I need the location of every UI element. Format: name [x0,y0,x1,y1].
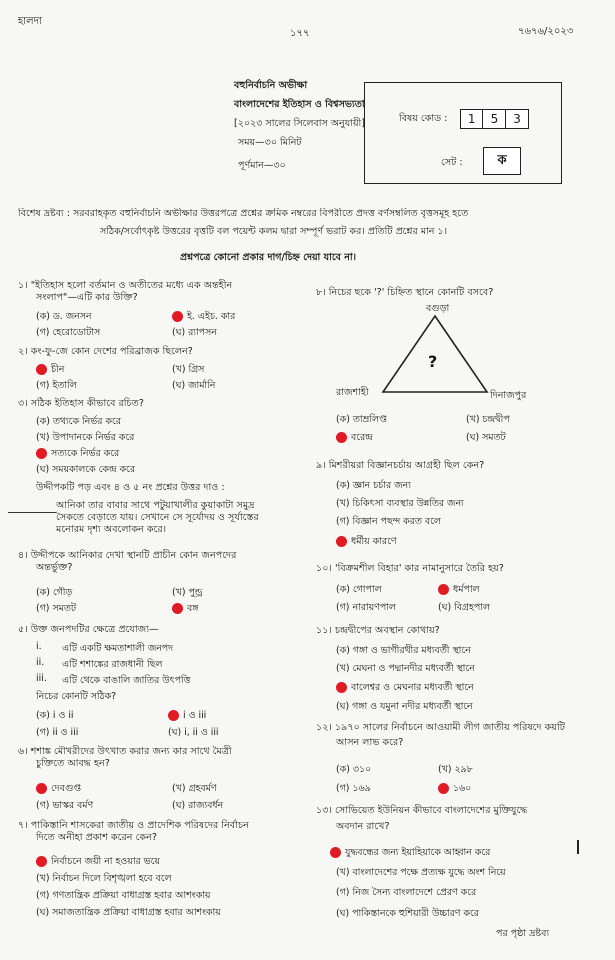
option-text: ১৬০ [453,783,472,794]
option-text: দেবগুপ্ত [51,783,81,794]
option: (ঘ) সমাজতান্ত্রিক প্রক্রিয়া বাধাগ্রস্ত হবার আশংকায় [36,907,221,918]
filled-circle-icon [438,584,449,595]
option-marked [172,601,198,616]
question-text: অন্তর্ভুক্ত? [36,561,73,573]
option: (ক) গৌড় [36,587,73,598]
question-5: ৫। উক্ত জনপদটির ক্ষেত্রে প্রযোজ্য— [18,624,159,635]
question-12 [316,722,565,749]
question-10: ১০। 'বিক্রমশীল বিহার' কার নামানুসারে তৈরি হয়? [316,563,504,574]
question-text: ১৩। সোভিয়েত ইউনিয়ন কীভাবে বাংলাদেশের মুক্তিযুদ্ধে [316,805,528,816]
stem-intro: উদ্দীপকটি পড় এবং ৪ ও ৫ নং প্রশ্নের উত্তর দাও : [36,482,225,493]
exam-time: সময়—৩০ মিনিট [238,137,302,148]
option: (ঘ) গঙ্গা ও যমুনা নদীর মধ্যবর্তী স্থানে [336,701,473,712]
option-marked [336,430,373,445]
option-marked [36,446,119,461]
option: (গ) হেরোডোটাস [36,327,101,338]
option: (গ) গণতান্ত্রিক প্রক্রিয়া বাধাগ্রস্ত হবার আশংকায় [36,890,211,901]
option: (গ) বিজ্ঞান পছন্দ করত বলে [336,516,441,527]
question-text: চুক্তিতে আবদ্ধ হন? [36,757,110,769]
filled-circle-icon [336,682,347,693]
option-text: i ও iii [183,710,207,721]
option: (ক) গঙ্গা ও ভাগীরথীর মধ্যবর্তী স্থানে [336,645,471,656]
filled-circle-icon [172,311,183,322]
code-digit: 1 [460,109,484,129]
question-11: ১১। চন্দ্রদ্বীপের অবস্থান কোথায়? [316,625,440,636]
header-left: হালদা [18,16,42,27]
pen-mark [577,840,579,854]
question-7 [18,820,249,844]
triangle-top-label: বগুড়া [426,303,450,314]
question-tail: নিচের কোনটি সঠিক? [36,691,117,702]
filled-circle-icon [168,710,179,721]
option-marked [336,680,474,695]
option: (ঘ) সমতট [466,432,506,443]
question-text: ৬। শশাঙ্ক মৌখরীদের উৎখাত করার জন্য কার সাথে মৈত্রী [18,746,232,757]
question-text: ১২। ১৯৭০ সালের নির্বাচনে আওয়ামী লীগ জাতীয় পরিষদে কয়টি [316,722,565,733]
option-text: চীন [51,364,65,375]
statement-num: i. [36,641,42,652]
option-text: ধর্মপাল [453,584,480,595]
option-marked [172,309,235,324]
question-mark: ? [428,352,438,371]
question-3: ৩। সঠিক ইতিহাস কীভাবে রচিত? [18,398,144,409]
question-text: দিতে অনীহা প্রকাশ করেন কেন? [36,831,157,843]
set-label: সেট : [441,157,463,168]
option: (খ) গ্রহবর্মণ [172,783,217,794]
page-number: ১৭৭ [290,28,310,39]
option-text: যুদ্ধবন্ধের জন্য ইয়াহিয়াকে আহ্বান করে [345,847,491,858]
serial-number: ৭৬৭৬/২০২৩ [518,26,574,37]
option: (খ) পুন্ড্র [172,587,203,598]
option: (খ) উপাদানকে নির্ভর করে [36,432,135,443]
option: (খ) ২৯৮ [438,764,473,775]
pen-strike [8,512,56,513]
option-text: নির্বাচনে জয়ী না হওয়ার ভয়ে [51,856,160,867]
statement: এটি একটি ক্ষমতাশালী জনপদ [62,643,174,654]
question-13 [316,805,527,833]
option: (ঘ) জার্মানি [172,380,216,391]
syllabus-note: [২০২৩ সালের সিলেবাস অনুযায়ী] [234,118,365,129]
option-text: ধর্মীয় কারণে [351,536,397,547]
option-marked [438,582,480,597]
stem-line: মনোরম দৃশ্য অবলোকন করে। [56,523,167,535]
option-marked [336,534,397,549]
statement-num: ii. [36,657,45,668]
stem-line: আনিকা তার বাবার সাথে পটুয়াখালীর কুয়াকাটা সমুদ্র [56,500,255,511]
option: (ক) তথ্যকে নির্ভর করে [36,416,121,427]
option: (গ) ইতালি [36,380,77,391]
set-value-box: ক [483,147,521,175]
option-marked [36,854,160,869]
question-4 [18,550,236,574]
code-set-box [364,82,562,184]
instruction-line-2: সঠিক/সর্বোৎকৃষ্ট উত্তরের বৃত্তটি বল পয়েন্ট কলম দ্বারা সম্পূর্ণ ভরাট কর। প্রতিটি প্রশ্নের মান ১। [100,226,447,237]
option-text: ই. এইচ. কার [187,311,236,322]
option: (গ) নিজ সৈন্য বাংলাদেশে প্রেরণ করে [336,887,477,898]
filled-circle-icon [36,783,47,794]
option-text: সত্যকে নির্ভর করে [51,448,120,459]
statement: এটি শশাঙ্কের রাজধানী ছিল [62,659,163,670]
statement-num: iii. [36,673,47,684]
option-text: বরেন্দ্র [351,432,373,443]
filled-circle-icon [330,847,341,858]
filled-circle-icon [438,783,449,794]
option: (ক) ৩১০ [336,764,372,775]
question-text: আসন লাভ করে? [336,736,404,748]
instruction-line-1: বিশেষ দ্রষ্টব্য : সরবরাহকৃত বহুনির্বাচনি অভীক্ষার উত্তরপত্রে প্রশ্নের ক্রমিক নম্বরের বিপরীতে প্রদত্ত বর্ণসম্বলিত বৃত্তসমূহ হতে [18,208,469,219]
option: (ঘ) সময়কালকে কেন্দ্র করে [36,464,135,475]
option: (খ) চিকিৎসা ব্যবস্থার উন্নতির জন্য [336,498,464,509]
option-marked [330,845,490,860]
option: (গ) ১৬৯ [336,783,371,794]
option: (খ) মেঘনা ও পদ্মানদীর মধ্যবর্তী স্থানে [336,663,475,674]
option-marked [36,362,64,377]
filled-circle-icon [36,856,47,867]
option: (গ) সমতট [36,603,76,614]
triangle-right-label: দিনাজপুর [490,390,527,401]
option-marked [168,708,206,723]
option-marked [36,781,81,796]
triangle-left-label: রাজশাহী [336,387,369,398]
code-digit: 5 [482,109,506,129]
option: (ক) তাম্রলিপ্ত [336,414,387,425]
full-marks: পূর্ণমান—৩০ [238,160,286,171]
question-2: ২। কং-ফু-জে কোন দেশের পরিব্রাজক ছিলেন? [18,346,193,357]
question-8: ৮। নিচের ছকে '?' চিহ্নিত স্থানে কোনটি বসবে? [316,287,494,298]
filled-circle-icon [36,448,47,459]
option: (ঘ) i, ii ও iii [168,727,219,738]
question-9: ৯। মিশরীয়রা বিজ্ঞানচর্চায় আগ্রহী ছিল কেন? [316,460,485,471]
option: (ক) জ্ঞান চর্চার জন্য [336,480,411,491]
subject-code-label: বিষয় কোড : [399,113,448,124]
next-page-note: পর পৃষ্ঠা দ্রষ্টব্য [496,928,550,939]
question-text: সংলাপ"—এটি কার উক্তি? [36,291,138,303]
statement: এটি থেকে বাঙালি জাতির উৎপত্তি [62,675,191,686]
code-digit: 3 [505,109,529,129]
option: (গ) ii ও iii [36,727,79,738]
option: (ঘ) পাকিস্তানকে হুশিয়ারী উচ্চারণ করে [336,908,479,919]
question-text: অবদান রাখে? [336,820,390,832]
question-6 [18,746,232,770]
option: (ঘ) র‍্যাপসন [172,327,217,338]
option-text: বঙ্গ [187,603,199,614]
option: (ঘ) রাজ্যবর্ধন [172,800,224,811]
option: (খ) নির্বাচন দিলে বিশৃঙ্খলা হবে বলে [36,873,172,884]
question-text: ১। "ইতিহাস হলো বর্তমান ও অতীতের মধ্যে এক অন্তহীন [18,280,233,291]
option: (গ) নারায়ণপাল [336,602,396,613]
option: (ক) ড. জনসন [36,311,92,322]
option: (খ) বাংলাদেশের পক্ষে প্রত্যক্ষ যুদ্ধে অংশ নিয়ে [336,867,506,878]
question-1 [18,280,232,304]
question-text: ৭। পাকিস্তানি শাসকেরা জাতীয় ও প্রাদেশিক পরিষদের নির্বাচন [18,820,249,831]
filled-circle-icon [336,432,347,443]
notice: প্রশ্নপত্রে কোনো প্রকার দাগ/চিহ্ন দেয়া যাবে না। [180,252,357,263]
filled-circle-icon [336,536,347,547]
option: (খ) চন্দ্রদ্বীপ [466,414,510,425]
option-text: বালেশ্বর ও মেঘনার মধ্যবর্তী স্থানে [351,682,474,693]
option: (গ) ভাস্কর বর্মণ [36,800,94,811]
option-marked [438,781,471,796]
option: (ক) i ও ii [36,710,74,721]
filled-circle-icon [172,603,183,614]
subject-title: বাংলাদেশের ইতিহাস ও বিশ্বসভ্যতা [234,99,365,110]
option: (ক) গোপাল [336,584,382,595]
subject-code-boxes [461,109,529,129]
option: (খ) গ্রিস [172,364,205,375]
exam-title: বহুনির্বাচনি অভীক্ষা [234,80,308,91]
filled-circle-icon [36,364,47,375]
question-text: ৪। উদ্দীপকে আনিকার দেখা স্থানটি প্রাচীন কোন জনপদের [18,550,237,561]
stem-passage [56,500,306,536]
stem-line: সৈকতে বেড়াতে যায়। সেখানে সে সূর্যোদয় ও সূর্যাস্তের [56,511,259,523]
option: (ঘ) বিগ্রহপাল [438,602,491,613]
